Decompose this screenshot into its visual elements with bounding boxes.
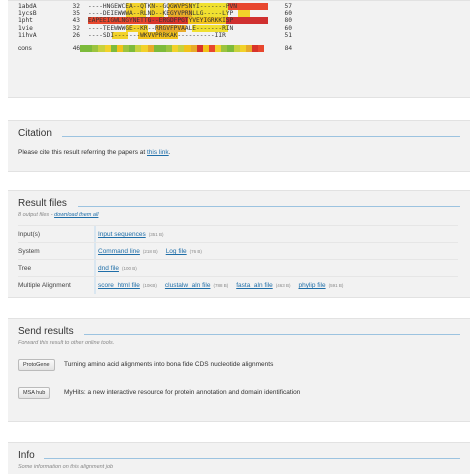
cons-start: 46 xyxy=(72,45,80,52)
file-link[interactable]: dnd file xyxy=(98,265,119,272)
msa-hub-button[interactable]: MSA hub xyxy=(18,387,50,399)
file-item xyxy=(166,243,202,260)
protogene-button[interactable]: ProtoGene xyxy=(18,359,55,371)
file-size: (100 B) xyxy=(121,266,137,271)
seq-end: 51 xyxy=(284,31,292,39)
citation-title: Citation xyxy=(18,128,52,139)
file-item xyxy=(98,243,158,260)
citation-link[interactable]: this link xyxy=(146,149,169,156)
send-results-panel xyxy=(8,318,470,422)
info-panel xyxy=(8,442,470,474)
file-link[interactable]: Input sequences xyxy=(98,231,146,238)
file-size: (463 B) xyxy=(275,283,291,288)
file-row-items xyxy=(98,277,351,294)
msa-hub-description: MyHits: a new interactive resource for protein annotation and domain identification xyxy=(64,389,301,396)
seq-start: 32 xyxy=(72,24,80,32)
consensus-cell xyxy=(258,45,264,52)
citation-text: Please cite this result referring the papers at this link. xyxy=(18,149,171,156)
seq-name: 1ycsB xyxy=(18,10,37,18)
result-files-rule xyxy=(78,206,460,207)
file-row-label: Tree xyxy=(18,265,32,272)
file-size: (218 B) xyxy=(142,249,158,254)
citation-rule xyxy=(62,136,460,137)
file-row-label: System xyxy=(18,248,40,255)
file-size: (591 B) xyxy=(328,283,344,288)
file-row-divider xyxy=(94,277,96,294)
file-row xyxy=(18,242,458,259)
file-item xyxy=(165,277,228,294)
cons-label: cons xyxy=(18,45,32,52)
send-results-subtitle: Forward this result to other online tools. xyxy=(18,340,115,346)
file-row-items xyxy=(98,243,210,260)
file-link[interactable]: score_html file xyxy=(98,282,140,289)
citation-panel xyxy=(8,120,470,172)
file-size: (10KB) xyxy=(142,283,157,288)
file-link[interactable]: Command line xyxy=(98,248,140,255)
file-size: (788 B) xyxy=(213,283,229,288)
seq-residues: EAPEEIGWLNGYNETTG--ERGDFPGTYVEYIGRKKISP xyxy=(88,17,268,24)
file-item xyxy=(98,226,163,243)
protogene-description: Turning amino acid alignments into bona fide CDS nucleotide alignments xyxy=(64,361,274,368)
seq-start: 35 xyxy=(72,10,80,18)
cons-end: 84 xyxy=(284,45,292,52)
send-results-rule xyxy=(84,334,460,335)
file-row-label: Multiple Alignment xyxy=(18,282,71,289)
file-row-divider xyxy=(94,226,96,243)
seq-name: 1abdA xyxy=(18,3,37,10)
file-row-items xyxy=(98,226,171,243)
alignment-panel xyxy=(8,0,470,98)
file-row-label: Input(s) xyxy=(18,231,41,238)
file-item xyxy=(236,277,290,294)
file-row xyxy=(18,225,458,242)
consensus-color-bar xyxy=(80,45,264,52)
seq-start: 32 xyxy=(72,3,80,10)
seq-residues: ----DEIEWWWA--RLND--KEGYVPRNLLG-----LYP xyxy=(88,10,268,17)
file-link[interactable]: clustalw_aln file xyxy=(164,282,211,289)
file-item xyxy=(98,277,157,294)
info-rule xyxy=(44,458,460,459)
result-files-title: Result files xyxy=(18,198,67,209)
file-size: (76 B) xyxy=(189,249,202,254)
seq-residues: ----HNGEWCEA--QTKN--GQGWVPSNYI-------PVN xyxy=(88,3,268,10)
file-row xyxy=(18,259,458,276)
seq-name: 1vie xyxy=(18,24,33,32)
file-row-divider xyxy=(94,243,96,260)
file-link[interactable]: fasta_aln file xyxy=(236,282,273,289)
result-files-panel xyxy=(8,190,470,298)
file-item xyxy=(98,260,137,277)
seq-end: 57 xyxy=(284,3,292,10)
seq-residues: ----TEEWWWGE--KR--RRGVFPVAALE-------RIN xyxy=(88,24,234,32)
file-item xyxy=(298,277,343,294)
seq-start: 26 xyxy=(72,31,80,39)
seq-end: 80 xyxy=(284,17,292,25)
residue-highlight xyxy=(238,10,250,17)
seq-residues: ----SDI-------WKVVPRRKAK----------IIR xyxy=(88,31,226,39)
seq-name: 1ihvA xyxy=(18,31,37,39)
send-results-title: Send results xyxy=(18,326,74,337)
file-row-items xyxy=(98,260,145,277)
download-all-link[interactable]: download them all xyxy=(54,212,99,218)
info-title: Info xyxy=(18,450,35,461)
info-subtitle: Some information on this alignment job xyxy=(18,464,114,470)
file-link[interactable]: phylip file xyxy=(298,282,326,289)
file-link[interactable]: Log file xyxy=(165,248,187,255)
file-row xyxy=(18,276,458,293)
seq-end: 60 xyxy=(284,10,292,18)
seq-end: 60 xyxy=(284,24,292,32)
file-size: (351 B) xyxy=(148,232,164,237)
seq-start: 43 xyxy=(72,17,80,25)
file-row-divider xyxy=(94,260,96,277)
seq-name: 1pht xyxy=(18,17,33,25)
result-files-subtitle: 8 output files - download them all xyxy=(18,212,99,218)
